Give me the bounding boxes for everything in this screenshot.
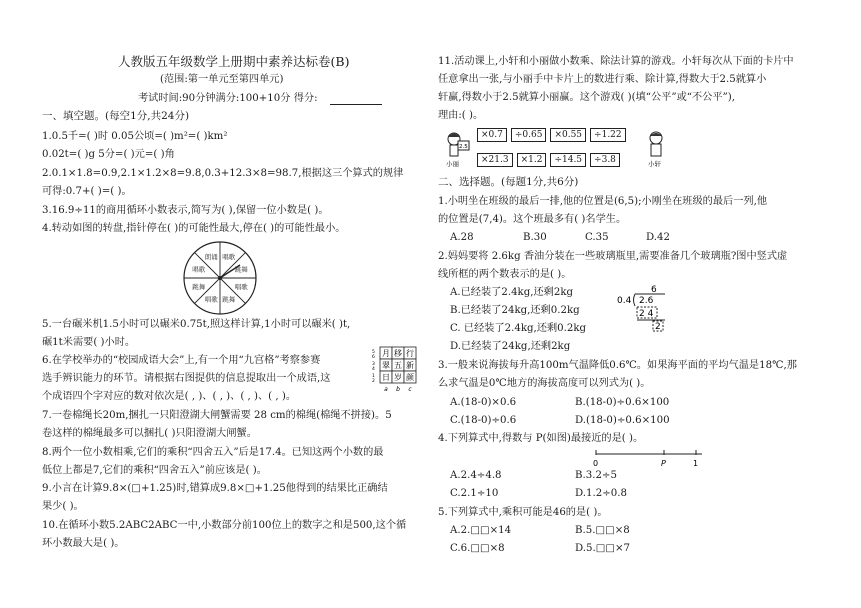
q5-line-1: 5.一台碾米机1.5小时可以碾米0.75t,照这样计算,1小时可以碾米( )t,: [42, 319, 351, 330]
girl-figure: [442, 128, 470, 168]
grid-cell-char: 移: [394, 349, 402, 358]
section-1-heading: 一、填空题。(每空1分,共24分): [42, 110, 190, 122]
c5-question: 5.下列算式中,乘积可能是46的是( )。: [438, 507, 608, 518]
c4-option-c[interactable]: C.2.1÷10: [450, 488, 499, 499]
grid-cell-char: 月: [382, 349, 390, 358]
section-2-heading: 二、选择题。(每题1分,共6分): [438, 176, 579, 188]
spinner-sector-label: 唱歌: [204, 295, 218, 304]
q1-line-2: 0.02t=( )g 5分=( )元=( )角: [42, 149, 175, 160]
exam-scope: (范围:第一单元至第四单元): [160, 74, 284, 85]
spinner-sector-label: 唱歌: [192, 265, 206, 274]
grid-col-label: c: [408, 386, 412, 393]
c3-line-2: 么求气温是0℃地方的海拔高度可以列式为( )。: [438, 378, 651, 389]
score-blank[interactable]: [330, 104, 382, 105]
q9-line-2: 果少( )。: [42, 501, 84, 512]
boy-label: 小轩: [648, 160, 661, 168]
c1-line-2: 的位置是(7,4)。这个班最多有( )名学生。: [438, 214, 627, 225]
grid-row-label: 5: [372, 350, 375, 355]
q11-line-3: 轩赢,得数小于2.5就算小丽赢。这个游戏( )(填“公平”或“不公平”),: [438, 92, 735, 103]
q11-line-2: 任意拿出一张,与小丽手中卡片上的数进行乘、除计算,得数大于2.5就算小: [438, 74, 767, 85]
grid-cell-char: 岁: [394, 373, 402, 382]
c2-option-c[interactable]: C. 已经装了2.4kg,还剩0.2kg: [450, 323, 587, 334]
number-line-zero: 0: [593, 459, 599, 468]
q6-line-3: 个成语四个字对应的数对依次是( , )、( , )、( , )、( , )。: [42, 391, 297, 402]
c4-option-a[interactable]: A.2.4÷4.8: [450, 470, 502, 481]
girl-card-value: 2.5: [459, 144, 468, 150]
c4-option-b[interactable]: B.3.2÷5: [575, 470, 617, 481]
card: ÷14.5: [550, 153, 586, 167]
c2-option-a[interactable]: A.已经装了2.4kg,还剩2kg: [450, 287, 574, 298]
girl-label: 小丽: [446, 160, 459, 168]
card: ×0.55: [550, 128, 586, 142]
c4-question: 4.下列算式中,得数与 P(如图)最接近的是( )。: [438, 433, 644, 444]
spinner-sector-label: 唱歌: [222, 252, 236, 261]
c5-option-d[interactable]: D.5.□□×7: [575, 543, 631, 554]
grid-cell-char: 五: [394, 361, 402, 370]
q8-line-1: 8.两个一位小数相乘,它们的乘积“四舍五入”后是17.4。已知这两个小数的最: [42, 447, 384, 458]
q6-line-1: 6.在学校举办的“校园成语大会”上,有一个用“九宫格”考察参赛: [42, 355, 321, 366]
spinner-figure: [182, 240, 258, 316]
q2-line-2: 可得:0.7+( )=( )。: [42, 186, 132, 197]
grid-cell-char: 日: [382, 373, 390, 382]
grid-cell-char: 翠: [382, 361, 390, 370]
grid-row-label: 6: [372, 355, 375, 360]
c2-option-d[interactable]: D.已经装了24kg,还剩2kg: [450, 341, 571, 352]
q9-line-1: 9.小言在计算9.8×(□+1.25)时,错算成9.8×□+1.25他得到的结果比正确结: [42, 483, 388, 494]
grid-cell-char: 颜: [406, 373, 414, 382]
grid-row-label: 3: [372, 362, 375, 367]
q10-line-1: 10.在循环小数5.2ABC2ABC一中,小数部分前100位上的数字之和是500,这个循: [42, 520, 407, 531]
c5-option-b[interactable]: B.5.□□×8: [575, 525, 630, 536]
card: ÷3.8: [590, 153, 620, 167]
c5-option-a[interactable]: A.2.□□×14: [450, 525, 512, 536]
boy-figure: [643, 128, 669, 168]
c2-line-2: 线所框的两个数表示的是( )。: [438, 269, 572, 280]
division-subtract: 2 4: [639, 309, 654, 319]
q2-line-1: 2.0.1×1.8=0.9,2.1×1.2×8=9.8,0.3+12.3×8=98.7,根据这三个算式的规律: [42, 168, 404, 179]
grid-row-label: 4: [372, 367, 375, 372]
c1-option-a[interactable]: A.28: [450, 232, 474, 243]
c1-option-b[interactable]: B.30: [523, 232, 547, 243]
c1-line-1: 1.小明坐在班级的最后一排,他的位置是(6,5);小刚坐在班级的最后一列,他: [438, 196, 768, 207]
spinner-sector-label: 唱歌: [234, 283, 248, 292]
spinner-sector-label: 朗诵: [204, 252, 218, 261]
c3-option-c[interactable]: C.(18-0)÷0.6: [450, 415, 517, 426]
division-remainder: 2: [655, 322, 661, 332]
long-division-figure: [615, 283, 667, 333]
spinner-sector-label: 跳舞: [234, 265, 248, 274]
cards-bottom-row: [477, 153, 624, 167]
grid-row-label: 2: [372, 379, 375, 384]
card: ×21.3: [477, 153, 513, 167]
q3: 3.16.9÷11的商用循环小数表示,简写为( ),保留一位小数是( )。: [42, 205, 329, 216]
q7-line-2: 卷这样的棉绳最多可以捆扎( )只阳澄湖大闸蟹。: [42, 428, 257, 439]
spinner-sector-label: 跳舞: [192, 283, 206, 292]
c3-option-b[interactable]: B.(18-0)÷0.6×100: [575, 397, 670, 408]
cards-top-row: [477, 128, 630, 142]
grid-col-label: b: [396, 386, 400, 393]
card: ×0.7: [477, 128, 507, 142]
nine-grid-figure: [372, 346, 420, 394]
grid-cell-char: 新: [406, 361, 414, 370]
number-line-figure: [590, 446, 710, 470]
division-quotient: 6: [651, 285, 657, 295]
c3-line-1: 3.一般来说海拔每升高100m气温降低0.6℃。如果海平面的平均气温是18℃,那: [438, 360, 797, 371]
q1-line-1: 1.0.5千=( )时 0.05公顷=( )m²=( )km²: [42, 131, 228, 142]
q8-line-2: 低位上都是7,它们的乘积“四舍五入”前应该是( )。: [42, 465, 267, 476]
c2-line-1: 2.妈妈要将 2.6kg 香油分装在一些玻璃瓶里,需要准备几个玻璃瓶?图中竖式虚: [438, 251, 788, 262]
q11-line-4: 理由:( )。: [438, 110, 484, 121]
exam-title: 人教版五年级数学上册期中素养达标卷(B): [118, 54, 350, 69]
card: ÷1.22: [590, 128, 626, 142]
division-dividend: 2.6: [639, 296, 654, 306]
q10-line-2: 环小数最大是( )。: [42, 538, 125, 549]
q7-line-1: 7.一卷棉绳长20m,捆扎一只阳澄湖大闸蟹需要 28 cm的棉绳(棉绳不拼接)。5: [42, 410, 392, 421]
spinner-sector-label: 跳舞: [222, 295, 236, 304]
division-divisor: 0.4: [617, 296, 632, 306]
c3-option-d[interactable]: D.(18-0)÷0.6×100: [575, 415, 670, 426]
q5-line-2: 碾1t米需要( )小时。: [42, 337, 136, 348]
c1-option-c[interactable]: C.35: [585, 232, 609, 243]
number-line-p: P: [661, 459, 666, 468]
card: ×1.2: [517, 153, 547, 167]
c1-option-d[interactable]: D.42: [646, 232, 671, 243]
card: ÷0.65: [511, 128, 547, 142]
q6-line-2: 选手辨识能力的环节。请根据右图提供的信息提取出一个成语,这: [42, 373, 331, 384]
q4: 4.转动如图的转盘,指针停在( )的可能性最大,停在( )的可能性最小。: [42, 223, 346, 234]
grid-row-label: 1: [372, 374, 375, 379]
exam-info: 考试时间:90分钟满分:100+10分 得分:: [138, 93, 318, 104]
number-line-one: 1: [693, 459, 699, 468]
c3-option-a[interactable]: A.(18-0)×0.6: [450, 397, 517, 408]
q11-line-1: 11.活动课上,小轩和小丽做小数乘、除法计算的游戏。小轩每次从下面的卡片中: [438, 56, 794, 67]
c5-option-c[interactable]: C.6.□□×8: [450, 543, 505, 554]
grid-cell-char: 行: [406, 349, 414, 358]
spinner-center: [218, 276, 222, 280]
grid-col-label: a: [384, 386, 388, 393]
c2-option-b[interactable]: B.已经装了24kg,还剩0.2kg: [450, 305, 580, 316]
c4-option-d[interactable]: D.1.2÷0.8: [575, 488, 627, 499]
